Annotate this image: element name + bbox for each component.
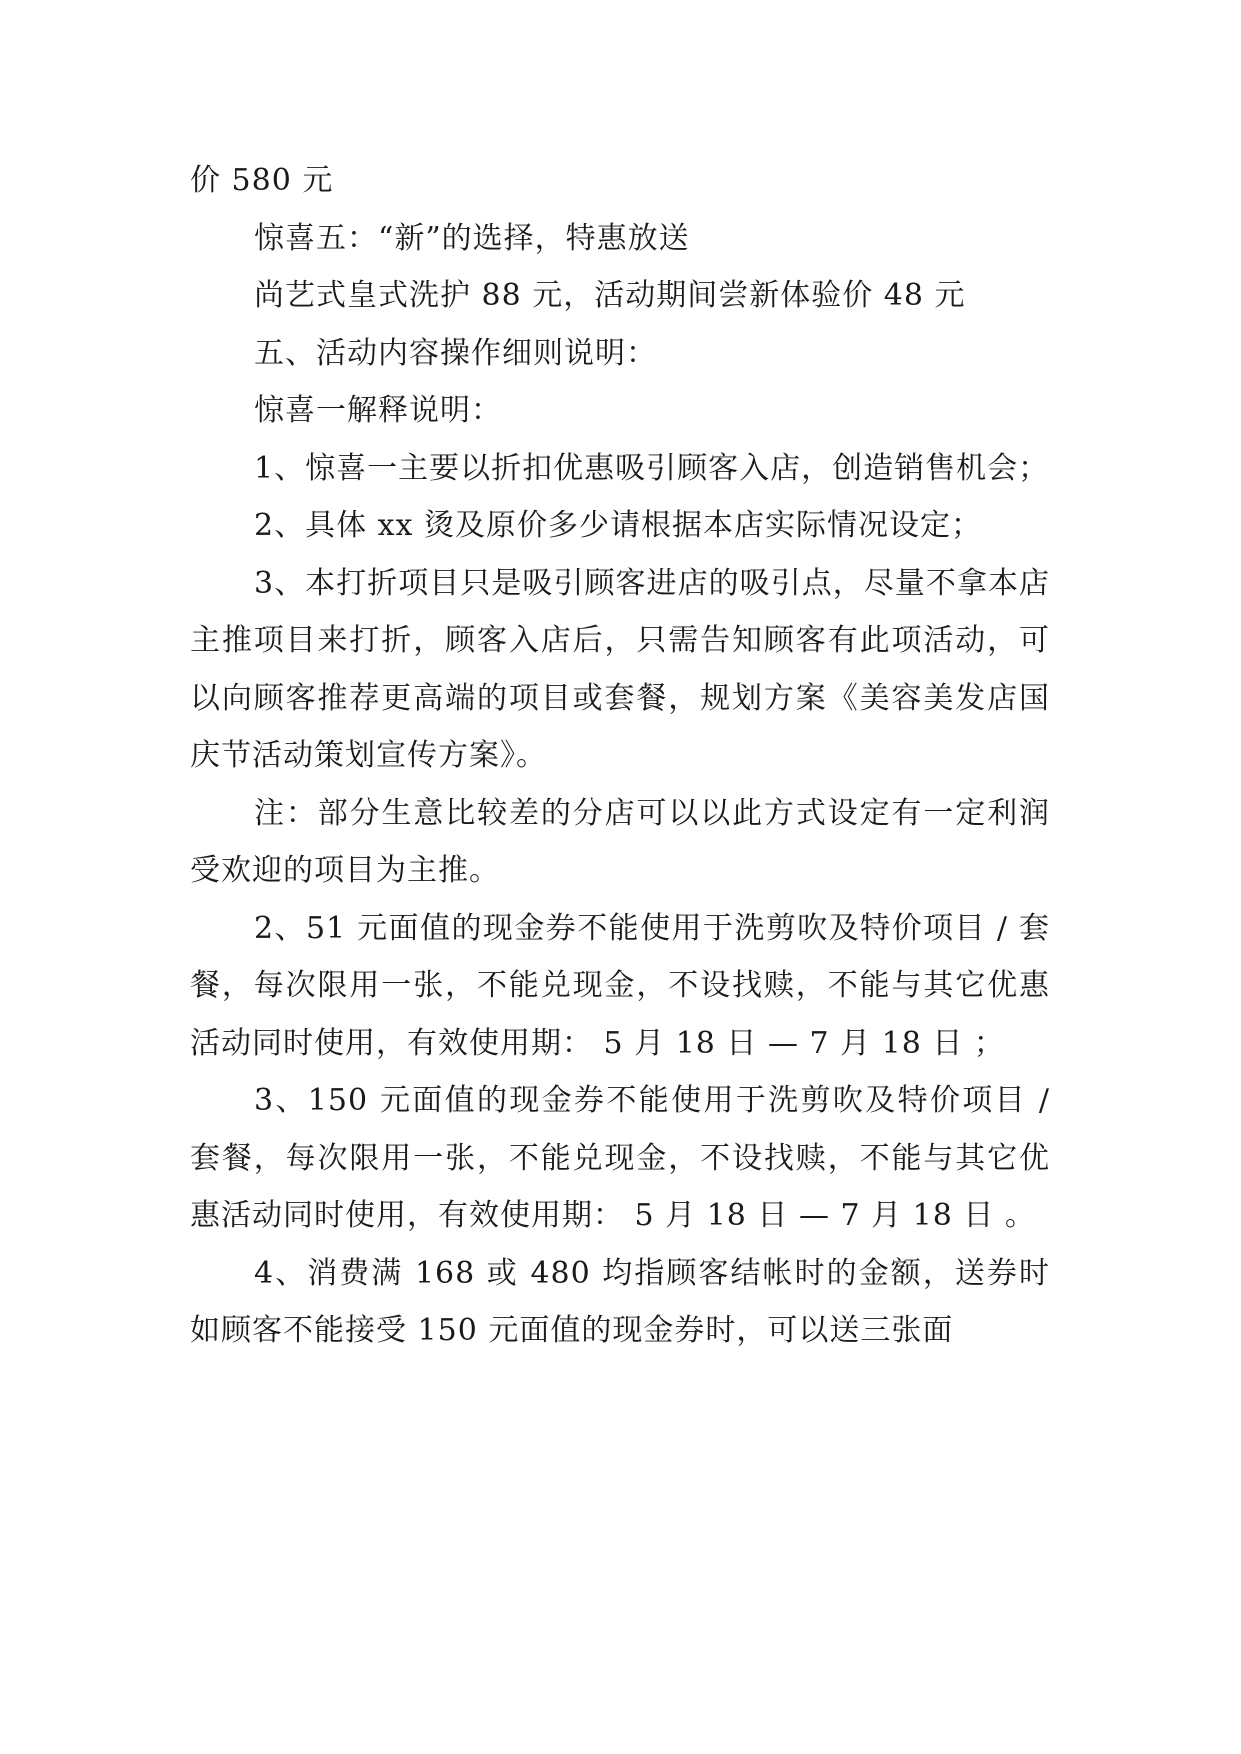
paragraph-item-1: 1、惊喜一主要以折扣优惠吸引顾客入店，创造销售机会； bbox=[254, 450, 1050, 486]
paragraph-note: 注：部分生意比较差的分店可以以此方式设定有一定利润受欢迎的项目为主推。 bbox=[190, 795, 1050, 888]
paragraph-item-2: 2、具体 xx 烫及原价多少请根据本店实际情况设定； bbox=[254, 508, 982, 543]
paragraph-spend-threshold: 4、消费满 168 或 480 均指顾客结帐时的金额，送券时如顾客不能接受 150 元面值的现金券时，可以送三张面 bbox=[190, 1255, 1050, 1348]
section-heading-rules: 五、活动内容操作细则说明： bbox=[254, 335, 657, 371]
subheading-surprise-one: 惊喜一解释说明： bbox=[254, 393, 502, 428]
paragraph-voucher-51: 2、51 元面值的现金券不能使用于洗剪吹及特价项目 / 套餐，每次限用一张，不能兑现金，不设找赎，不能与其它优惠活动同时使用，有效使用期： 5 月 18 日 — 7 月 18 日 ； bbox=[190, 910, 1050, 1061]
paragraph-voucher-150: 3、150 元面值的现金券不能使用于洗剪吹及特价项目 / 套餐，每次限用一张，不能兑现金，不设找赎，不能与其它优惠活动同时使用，有效使用期： 5 月 18 日 — 7 月 18 日 。 bbox=[190, 1083, 1050, 1233]
paragraph-surprise-five-price: 尚艺式皇式洗护 88 元，活动期间尝新体验价 48 元 bbox=[254, 278, 966, 313]
document-body bbox=[190, 152, 1050, 1360]
paragraph-item-3: 3、本打折项目只是吸引顾客进店的吸引点，尽量不拿本店主推项目来打折，顾客入店后，只需告知顾客有此项活动，可以向顾客推荐更高端的项目或套餐，规划方案《美容美发店国庆节活动策划宣传方案》。 bbox=[190, 565, 1050, 773]
paragraph-surprise-five-title: 惊喜五：“新”的选择，特惠放送 bbox=[254, 220, 690, 256]
paragraph-price-580: 价 580 元 bbox=[190, 163, 334, 198]
